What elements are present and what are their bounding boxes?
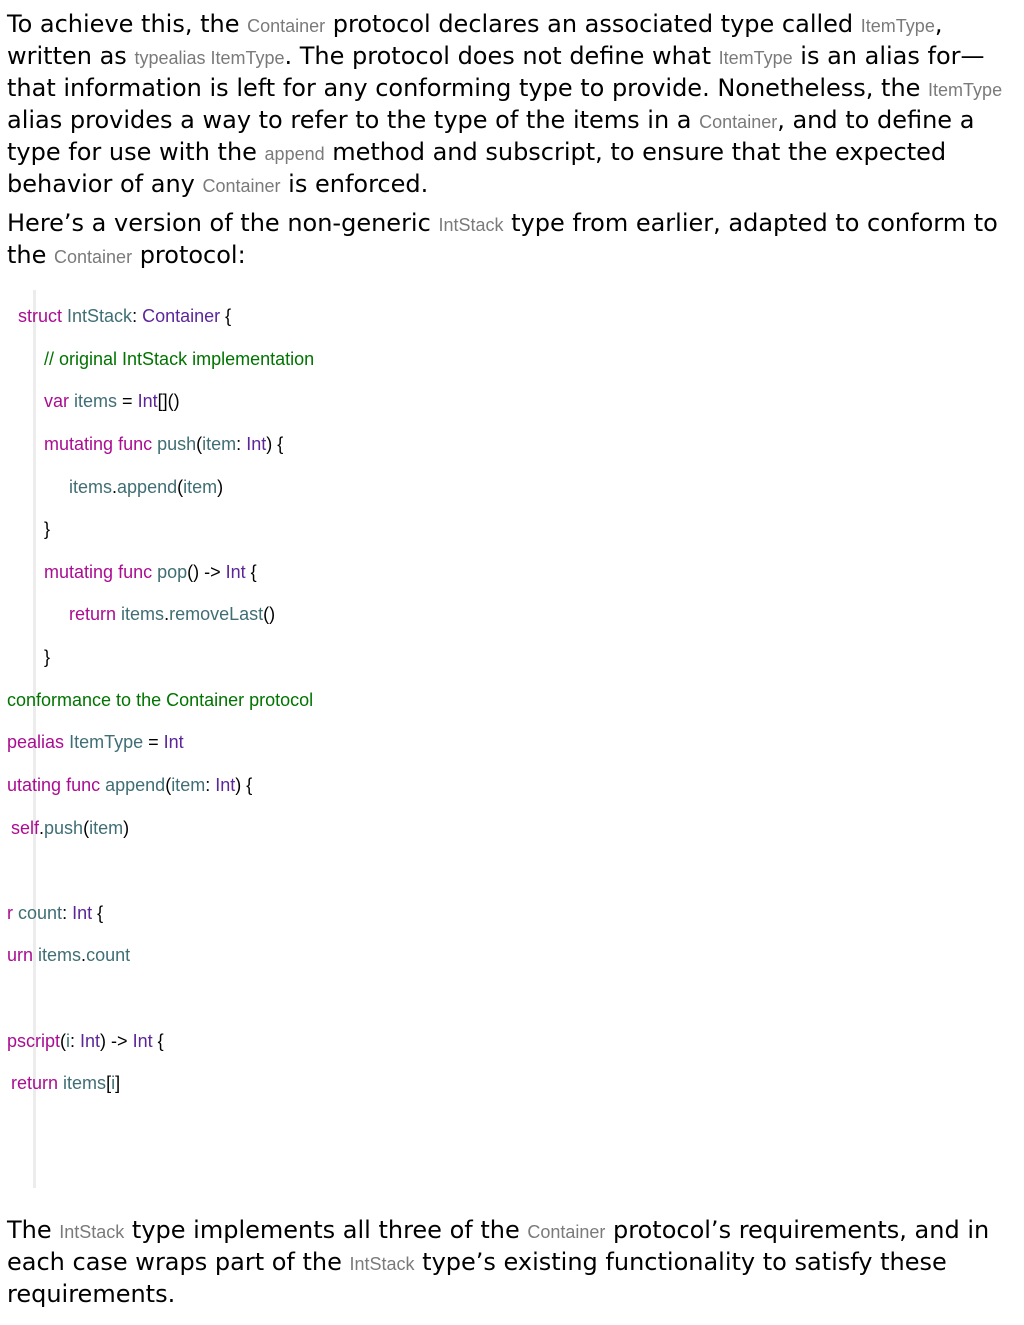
- paragraph-text: , and to define a type for use with the: [7, 106, 975, 166]
- code-line: [44, 390, 180, 412]
- paragraph-text: type’s existing functionality to satisfy these requirements.: [7, 1248, 947, 1308]
- code-token: removeLast: [169, 604, 264, 624]
- code-line: [7, 1030, 164, 1052]
- intro-paragraph: [7, 9, 1017, 201]
- paragraph-text: , written as: [7, 10, 943, 70]
- code-token: }: [44, 519, 51, 539]
- inline-code: typealias ItemType: [134, 48, 285, 68]
- code-token: mutating: [44, 434, 114, 454]
- code-token: ) {: [266, 434, 284, 454]
- code-token: pealias: [7, 732, 65, 752]
- code-token: =: [143, 732, 164, 752]
- code-token: (: [83, 818, 90, 838]
- code-token: (): [263, 604, 276, 624]
- code-token: Int: [132, 1031, 153, 1051]
- code-token: Container: [142, 306, 221, 326]
- paragraph-text: type implements all three of the: [124, 1216, 528, 1244]
- code-token: items: [69, 477, 113, 497]
- code-token: items: [63, 1073, 107, 1093]
- code-token: append: [117, 477, 178, 497]
- inline-code: IntStack: [349, 1254, 415, 1274]
- code-token: Int: [215, 775, 236, 795]
- code-token: :: [62, 903, 73, 923]
- inline-code: Container: [699, 112, 778, 132]
- code-token: Int: [80, 1031, 101, 1051]
- code-token: pop: [157, 562, 188, 582]
- code-line: [11, 817, 129, 839]
- paragraph-text: protocol declares an associated type called: [325, 10, 861, 38]
- code-block: [0, 290, 1024, 1190]
- code-token: ) ->: [100, 1031, 133, 1051]
- code-token: count: [18, 903, 63, 923]
- code-token: (: [177, 477, 184, 497]
- code-token: self: [11, 818, 40, 838]
- code-token: [](): [157, 391, 180, 411]
- code-line: [44, 518, 50, 540]
- paragraph-text: is enforced.: [280, 170, 429, 198]
- summary-paragraph: [7, 1215, 1017, 1309]
- code-token: :: [70, 1031, 81, 1051]
- code-line: [44, 433, 283, 455]
- code-token: append: [105, 775, 166, 795]
- code-line: [18, 305, 231, 327]
- code-token: ): [123, 818, 130, 838]
- code-token: :: [205, 775, 216, 795]
- code-token: push: [44, 818, 84, 838]
- code-token: =: [117, 391, 138, 411]
- code-token: func: [118, 562, 153, 582]
- code-token: Int: [137, 391, 158, 411]
- inline-code: append: [264, 144, 325, 164]
- code-token: (: [60, 1031, 67, 1051]
- code-line: [44, 561, 257, 583]
- inline-code: Container: [247, 16, 326, 36]
- code-token: () ->: [187, 562, 226, 582]
- code-token: .: [112, 477, 118, 497]
- code-token: ): [217, 477, 224, 497]
- inline-code: Container: [527, 1222, 606, 1242]
- code-token: {: [92, 903, 104, 923]
- paragraph-text: is an alias for—that information is left for any conforming type to provide. Nonetheless, the: [7, 42, 985, 102]
- code-token: .: [81, 945, 87, 965]
- code-line: [7, 689, 313, 711]
- code-token: ItemType: [69, 732, 144, 752]
- paragraph-text: protocol:: [132, 241, 246, 269]
- code-line: [11, 1072, 120, 1094]
- code-token: urn: [7, 945, 34, 965]
- code-token: (: [196, 434, 203, 454]
- code-token: {: [245, 562, 257, 582]
- inline-code: IntStack: [59, 1222, 125, 1242]
- inline-code: ItemType: [928, 80, 1003, 100]
- code-token: conformance to the Container protocol: [7, 690, 314, 710]
- code-token: IntStack: [67, 306, 133, 326]
- code-token: ]: [115, 1073, 121, 1093]
- code-token: func: [118, 434, 153, 454]
- code-token: items: [38, 945, 82, 965]
- code-token: item: [171, 775, 206, 795]
- code-token: return: [11, 1073, 59, 1093]
- inline-code: Container: [202, 176, 281, 196]
- code-line: [7, 774, 252, 796]
- code-token: items: [74, 391, 118, 411]
- code-token: // original IntStack implementation: [44, 349, 315, 369]
- code-token: push: [157, 434, 197, 454]
- code-token: i: [111, 1073, 116, 1093]
- code-token: func: [66, 775, 101, 795]
- code-token: item: [202, 434, 237, 454]
- code-line: [7, 902, 103, 924]
- code-token: .: [39, 818, 45, 838]
- code-token: Int: [163, 732, 184, 752]
- code-line: [7, 731, 184, 753]
- code-token: var: [44, 391, 70, 411]
- code-token: i: [66, 1031, 71, 1051]
- code-token: (: [165, 775, 172, 795]
- code-token: Int: [72, 903, 93, 923]
- code-token: items: [121, 604, 165, 624]
- paragraph-text: type from earlier, adapted to conform to the: [7, 209, 998, 269]
- paragraph-text: . The protocol does not define what: [284, 42, 719, 70]
- code-token: :: [236, 434, 247, 454]
- inline-code: Container: [54, 247, 133, 267]
- code-token: Int: [225, 562, 246, 582]
- code-line: [44, 348, 314, 370]
- paragraph-text: Here’s a version of the non-generic: [7, 209, 439, 237]
- code-token: r: [7, 903, 13, 923]
- code-token: pscript: [7, 1031, 61, 1051]
- code-token: ) {: [235, 775, 253, 795]
- code-token: [: [106, 1073, 112, 1093]
- code-token: item: [183, 477, 218, 497]
- code-token: :: [132, 306, 143, 326]
- paragraph-text: alias provides a way to refer to the type of the items in a: [7, 106, 700, 134]
- code-token: count: [86, 945, 131, 965]
- code-token: }: [44, 647, 51, 667]
- code-line: [44, 646, 50, 668]
- paragraph-text: method and subscript, to ensure that the expected behavior of any: [7, 138, 947, 198]
- paragraph-text: To achieve this, the: [7, 10, 248, 38]
- code-line: [69, 476, 223, 498]
- code-token: struct: [18, 306, 63, 326]
- paragraph-text: The: [7, 1216, 60, 1244]
- code-token: {: [220, 306, 232, 326]
- code-line: [69, 603, 275, 625]
- inline-code: ItemType: [860, 16, 935, 36]
- inline-code: ItemType: [718, 48, 793, 68]
- code-token: utating: [7, 775, 62, 795]
- paragraph-text: protocol’s requirements, and in each case wraps part of the: [7, 1216, 990, 1276]
- example-intro-paragraph: [7, 208, 1017, 272]
- code-line: [7, 944, 130, 966]
- inline-code: IntStack: [438, 215, 504, 235]
- code-token: return: [69, 604, 117, 624]
- code-token: .: [164, 604, 170, 624]
- code-token: item: [89, 818, 124, 838]
- code-token: mutating: [44, 562, 114, 582]
- code-token: {: [152, 1031, 164, 1051]
- code-token: Int: [246, 434, 267, 454]
